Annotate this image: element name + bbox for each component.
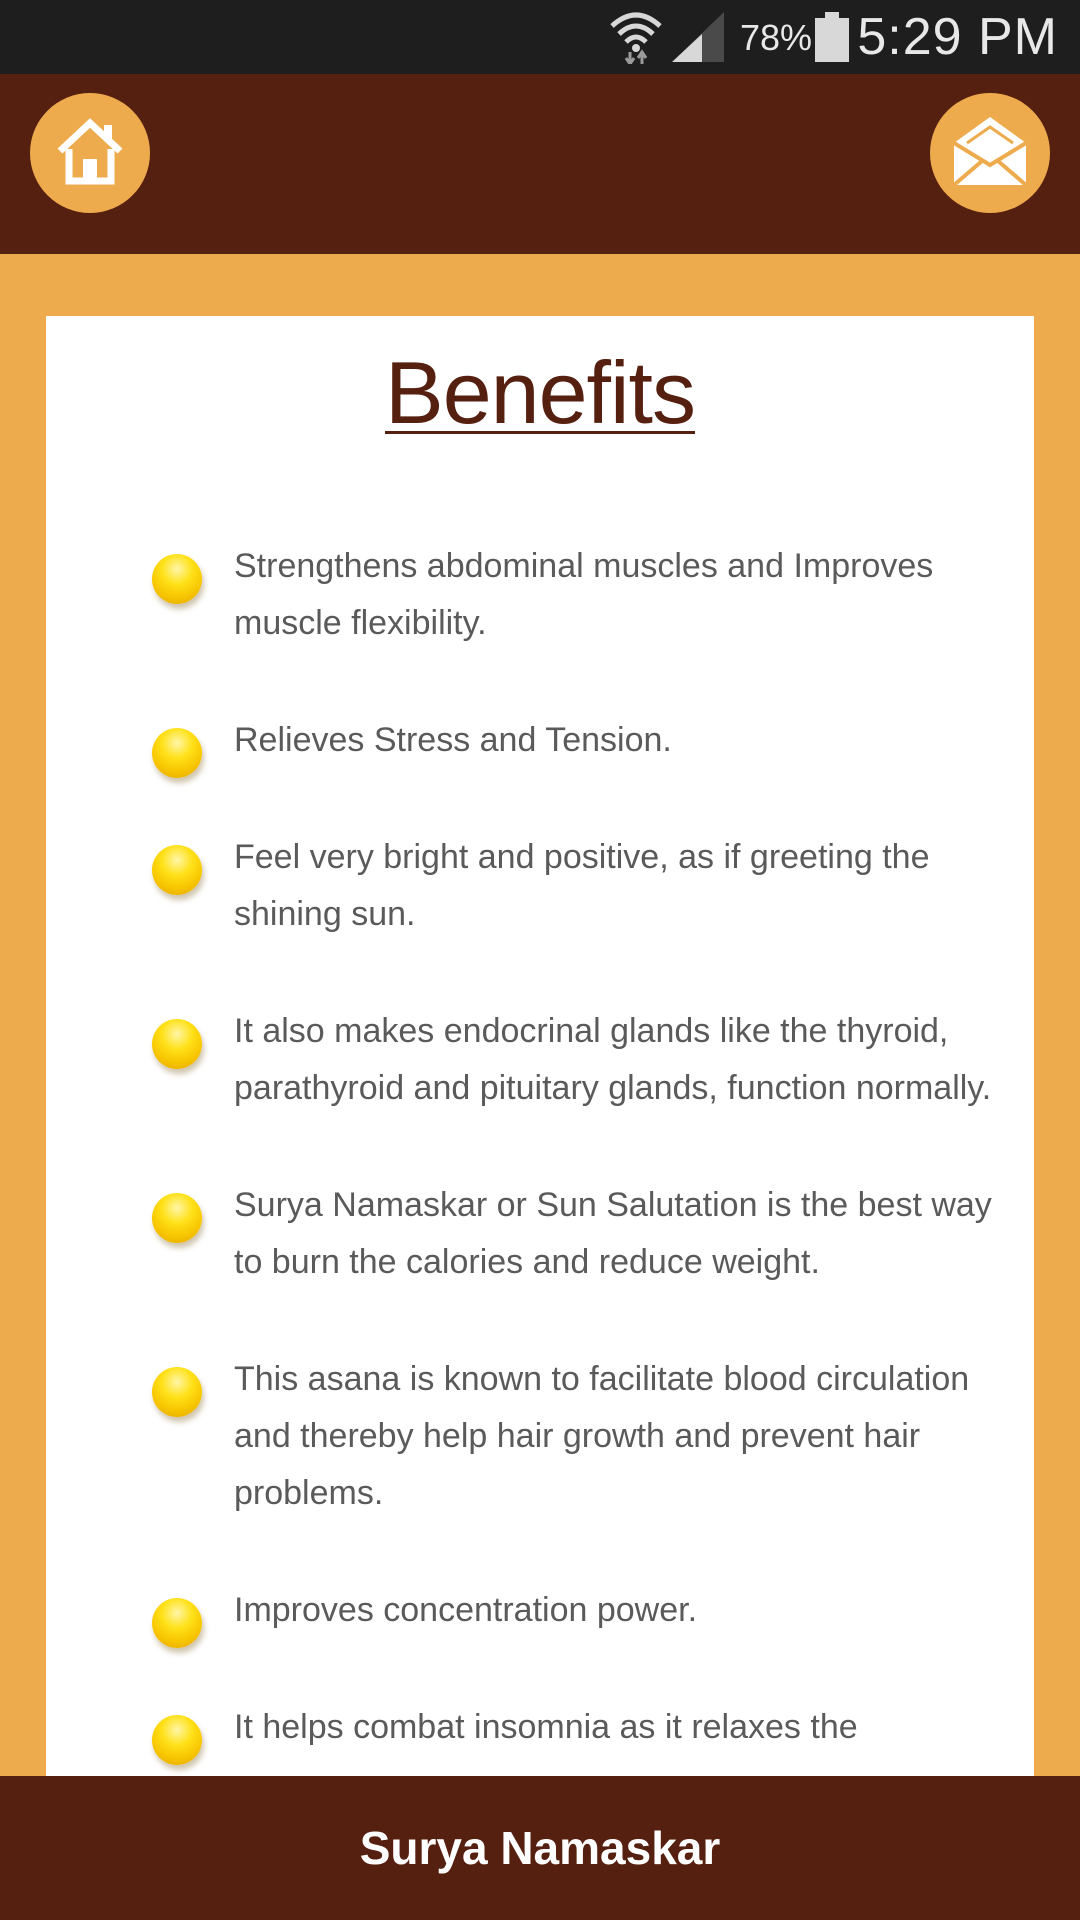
app-header <box>0 74 1080 254</box>
page-title: Benefits <box>385 343 695 442</box>
benefit-text: Relieves Stress and Tension. <box>234 721 672 759</box>
benefit-text: Surya Namaskar or Sun Salutation is the best way to burn the calories and reduce weight. <box>234 1186 992 1281</box>
list-item <box>46 1177 1034 1291</box>
benefit-text: Feel very bright and positive, as if greeting the shining sun. <box>234 838 930 933</box>
wifi-icon <box>608 8 664 69</box>
status-clock: 5:29 PM <box>857 8 1058 66</box>
app-title: Surya Namaskar <box>359 1822 721 1874</box>
bullet-icon <box>152 845 202 895</box>
mail-icon <box>949 113 1031 194</box>
bullet-icon <box>152 1019 202 1069</box>
list-item <box>46 712 1034 769</box>
benefit-text: It helps combat insomnia as it relaxes the <box>234 1708 858 1746</box>
list-item <box>46 538 1034 652</box>
home-icon <box>52 113 128 194</box>
battery-percent: 78% <box>740 17 813 58</box>
list-item <box>46 1351 1034 1522</box>
bottom-bar <box>0 1776 1080 1920</box>
list-item <box>46 1699 1034 1756</box>
benefit-text: It also makes endocrinal glands like the thyroid, parathyroid and pituitary glands, function normally. <box>234 1012 992 1107</box>
bullet-icon <box>152 1715 202 1765</box>
cell-signal-icon <box>672 12 724 67</box>
benefits-list <box>46 538 1034 1776</box>
mail-button[interactable] <box>930 93 1050 213</box>
benefit-text: This asana is known to facilitate blood circulation and thereby help hair growth and prevent hair problems. <box>234 1360 970 1512</box>
battery-icon <box>815 12 849 67</box>
bullet-icon <box>152 554 202 604</box>
bullet-icon <box>152 1598 202 1648</box>
bullet-icon <box>152 1193 202 1243</box>
list-item <box>46 1582 1034 1639</box>
bullet-icon <box>152 728 202 778</box>
content-card <box>46 316 1034 1776</box>
list-item <box>46 1003 1034 1117</box>
home-button[interactable] <box>30 93 150 213</box>
status-bar <box>0 0 1080 74</box>
list-item <box>46 829 1034 943</box>
bullet-icon <box>152 1367 202 1417</box>
benefit-text: Improves concentration power. <box>234 1591 698 1629</box>
benefit-text: Strengthens abdominal muscles and Improves muscle flexibility. <box>234 547 934 642</box>
